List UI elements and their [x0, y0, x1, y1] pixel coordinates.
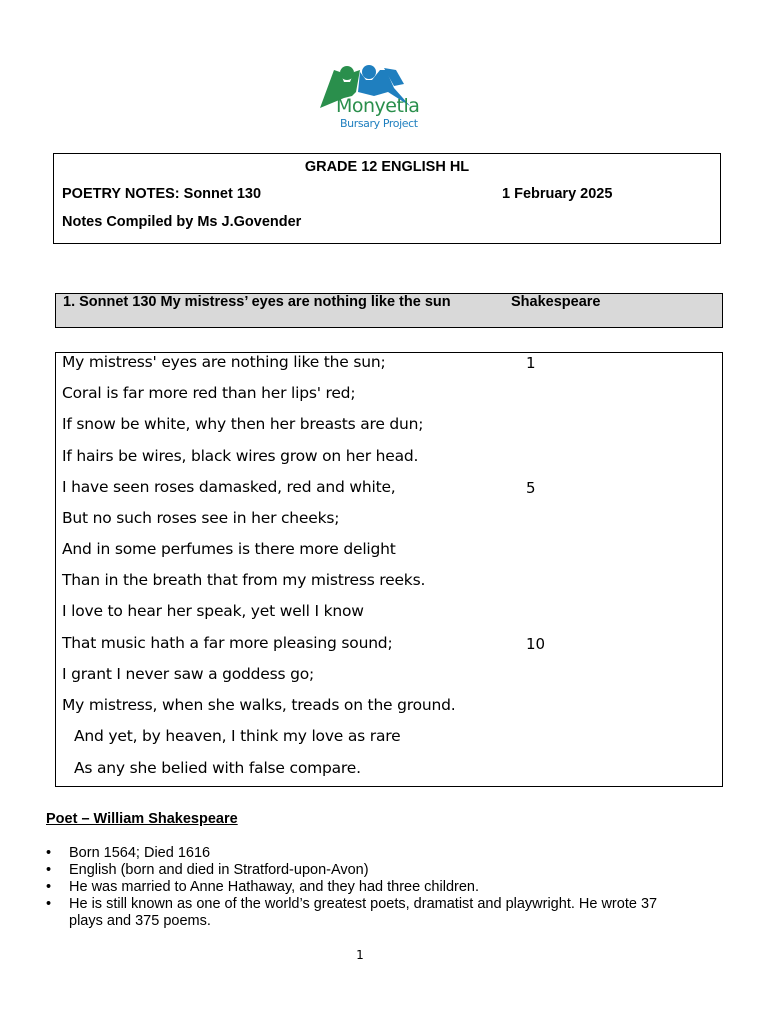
list-item: • He is still known as one of the world’s greatest poets, dramatist and playwright. He wrote 37 plays and 375 poems. — [46, 896, 686, 930]
poem-line: Coral is far more red than her lips' red; — [62, 384, 356, 402]
list-item: • English (born and died in Stratford-upon-Avon) — [46, 862, 686, 879]
logo-subtitle: Bursary Project — [340, 117, 418, 130]
poetry-notes-title: POETRY NOTES: Sonnet 130 — [62, 186, 262, 202]
poem-line: And in some perfumes is there more delight — [62, 540, 396, 558]
poem-box — [55, 352, 723, 787]
poem-line: I have seen roses damasked, red and white, — [62, 478, 396, 496]
header-box — [53, 153, 721, 244]
list-item: • Born 1564; Died 1616 — [46, 845, 686, 862]
poem-line: Than in the breath that from my mistress reeks. — [62, 571, 426, 589]
section-title: 1. Sonnet 130 My mistress’ eyes are nothing like the sun — [63, 294, 451, 310]
section-author: Shakespeare — [511, 294, 601, 310]
poem-line: I love to hear her speak, yet well I know — [62, 602, 364, 620]
page-number: 1 — [356, 948, 364, 962]
poem-line: If hairs be wires, black wires grow on her head. — [62, 447, 419, 465]
document-title: GRADE 12 ENGLISH HL — [304, 159, 470, 175]
poem-line: That music hath a far more pleasing sound; — [62, 634, 393, 652]
line-number: 10 — [526, 635, 546, 653]
list-item: • He was married to Anne Hathaway, and they had three children. — [46, 879, 686, 896]
poem-line: My mistress, when she walks, treads on the ground. — [62, 696, 456, 714]
logo-name: Monyetla — [336, 95, 420, 117]
line-number: 5 — [526, 479, 536, 497]
poem-line: As any she belied with false compare. — [74, 759, 361, 777]
poet-facts-list — [46, 845, 686, 930]
section-heading-box — [55, 293, 723, 328]
document-date: 1 February 2025 — [502, 186, 613, 202]
poem-line: I grant I never saw a goddess go; — [62, 665, 315, 683]
poet-heading: Poet – William Shakespeare — [46, 811, 238, 827]
line-number: 1 — [526, 354, 536, 372]
compiled-by: Notes Compiled by Ms J.Govender — [62, 214, 302, 230]
poem-line: And yet, by heaven, I think my love as rare — [74, 727, 401, 745]
poem-line: If snow be white, why then her breasts are dun; — [62, 415, 424, 433]
logo — [314, 58, 426, 136]
poem-line: But no such roses see in her cheeks; — [62, 509, 340, 527]
poem-line: My mistress' eyes are nothing like the sun; — [62, 353, 386, 371]
